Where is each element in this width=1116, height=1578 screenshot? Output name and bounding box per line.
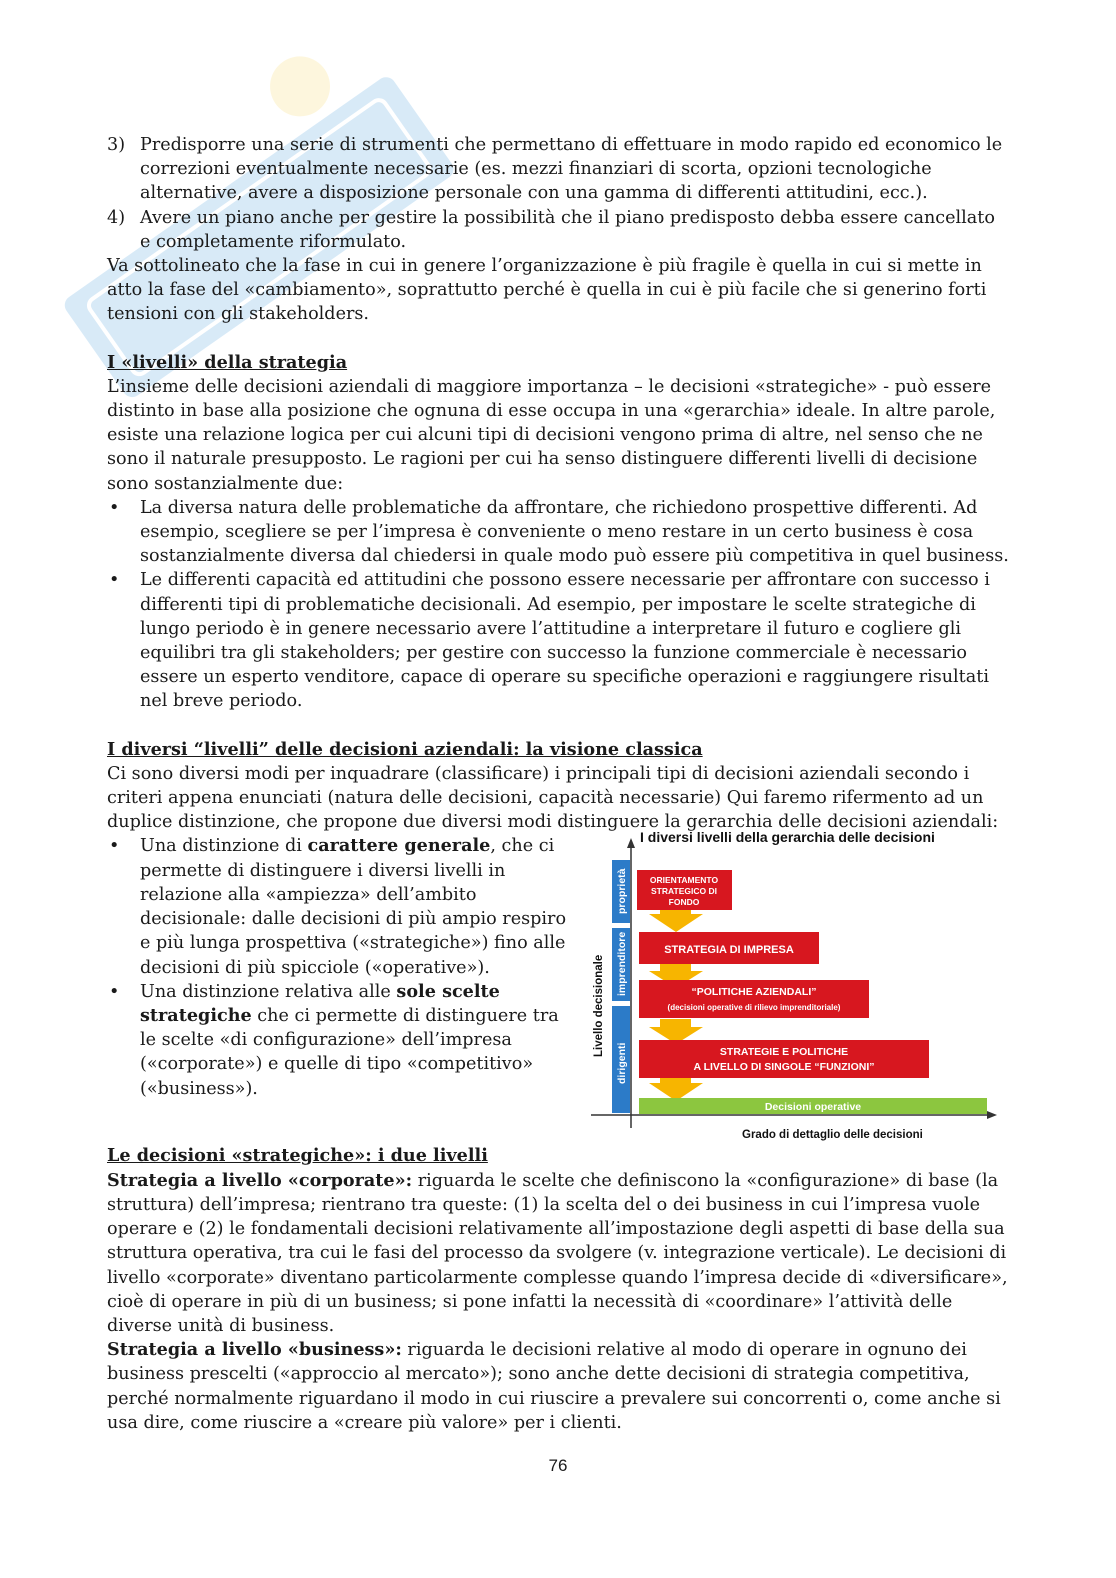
svg-text:ORIENTAMENTO: ORIENTAMENTO [649, 875, 719, 886]
y-axis-label: Livello decisionale [593, 955, 605, 1058]
svg-text:STRATEGICO DI: STRATEGICO DI [651, 886, 717, 897]
side-label-proprieta: proprietà [616, 868, 628, 915]
svg-text:STRATEGIA DI IMPRESA: STRATEGIA DI IMPRESA [664, 944, 794, 957]
paragraph-corporate: Strategia a livello «corporate»: riguarda le scelte che definiscono la «configurazione» di base (la struttura) dell’impresa; rientrano tra queste: (1) la scelta del o dei business in cui l’impresa vuole operare e (2) le fondamentali decisioni relativamente all’impostazione degli aspetti di base della sua struttura operativa, tra cui le fasi del processo da svolgere (v. integrazione verticale). Le decisioni di livello «corporate» diventano particolarmente complesse quando l’impresa decide di «diversificare», cioè di operare in più di un business; si pone infatti la necessità di «coordinare» l’attività delle diverse unità di business. [107, 1169, 1008, 1336]
list-item: • Le differenti capacità ed attitudini che possono essere necessarie per affrontare con successo i differenti tipi di problematiche decisionali. Ad esempio, per impostare le scelte strategiche di lungo periodo è in genere necessario avere l’attitudine a interpretare il futuro e cogliere gli equilibri tra gli stakeholders; per gestire con successo la funzione commerciale è necessario essere un esperto venditore, capace di operare su specifiche operazioni e raggiungere risultati nel breve periodo. [107, 568, 1009, 713]
x-axis-arrowhead [987, 1111, 997, 1119]
side-label-dirigenti: dirigenti [616, 1043, 628, 1085]
paragraph-business: Strategia a livello «business»: riguarda le decisioni relative al modo di operare in ognuno dei business prescelti («approccio al mercato»); sono anche dette decisioni di strategia competitiva, perché normalmente riguardano il modo in cui riuscire a prevalere sui concorrenti o, come anche si usa dire, come riuscire a «creare più valore» per i clienti. [107, 1339, 1001, 1433]
heading-livelli-strategia: I «livelli» della strategia [107, 351, 348, 373]
figure-title: I diversi livelli della gerarchia delle decisioni [640, 829, 935, 846]
list-item: 3) Predisporre una serie di strumenti che permettano di effettuare in modo rapido ed economico le correzioni eventualmente necessarie (es. mezzi finanziari di scorta, opzioni tecnologiche alternative, avere a disposizione personale con una gamma di differenti attitudini, ecc.). [107, 135, 1003, 204]
list-item: 4) Avere un piano anche per gestire la possibilità che il piano predisposto debba essere cancellato e completamente riformulato. [107, 207, 995, 252]
paragraph-intro-livelli: L’insieme delle decisioni aziendali di maggiore importanza – le decisioni «strategiche» - può essere distinto in base alla posizione che ognuna di esse occupa in una «gerarchia» ideale. In altre parole, esiste una relazione logica per cui alcuni tipi di decisioni vengono prima di altre, nel senso che ne sono il naturale presupposto. Le ragioni per cui ha senso distinguere differenti livelli di decisione sono sostanzialmente due: [107, 376, 996, 494]
y-axis-arrowhead [627, 838, 635, 848]
svg-text:(decisioni operative di riliev: (decisioni operative di rilievo imprenditoriale) [667, 1003, 841, 1013]
down-arrow [649, 1075, 703, 1101]
side-label-imprenditore: imprenditore [616, 932, 628, 997]
list-item: • La diversa natura delle problematiche da affrontare, che richiedono prospettive differenti. Ad esempio, scegliere se per l’impresa è conveniente o meno restare in un certo business è cosa sostanzialmente diversa dal chiedersi in quale modo può essere più competitiva in quel business. [107, 496, 1009, 569]
paragraph-fragile: Va sottolineato che la fase in cui in genere l’organizzazione è più fragile è quella in cui si mette in atto la fase del «cambiamento», soprattutto perché è quella in cui è più facile che si generino forti tensioni con gli stakeholders. [107, 256, 987, 325]
down-arrow [649, 908, 703, 932]
svg-text:“POLITICHE AZIENDALI”: “POLITICHE AZIENDALI” [691, 986, 817, 999]
page-number: 76 [548, 1456, 568, 1475]
hierarchy-diagram [587, 822, 1007, 1142]
bullets-with-figure [107, 829, 1009, 1142]
svg-text:A LIVELLO DI SINGOLE “FUNZIONI: A LIVELLO DI SINGOLE “FUNZIONI” [693, 1061, 875, 1074]
bullet-icon: • [109, 836, 120, 857]
svg-text:STRATEGIE E POLITICHE: STRATEGIE E POLITICHE [719, 1046, 849, 1059]
main-content [107, 133, 1009, 1435]
figure-side-bullets [107, 834, 577, 1100]
heading-visione-classica: I diversi “livelli” delle decisioni aziendali: la visione classica [107, 738, 703, 760]
bullet-icon: • [109, 497, 120, 518]
hierarchy-figure [587, 822, 1007, 1142]
bullet-icon: • [109, 570, 120, 591]
list-item: • Una distinzione relativa alle sole scelte strategiche che ci permette di distinguere tra le scelte «di configurazione» dell’impresa («corporate») e quelle di tipo «competitivo» («business»). [107, 980, 577, 1101]
heading-due-livelli: Le decisioni «strategiche»: i due livelli [107, 1145, 488, 1167]
paragraph-intro-visione: Ci sono diversi modi per inquadrare (classificare) i principali tipi di decisioni aziendali secondo i criteri appena enunciati (natura delle decisioni, capacità necessarie) Qui faremo rifermento ad un duplice distinzione, che propone due diversi modi distinguere la gerarchia delle decisioni aziendali: [107, 763, 999, 833]
bullet-icon: • [109, 981, 120, 1002]
x-axis-label: Grado di dettaglio delle decisioni [742, 1129, 923, 1142]
list-item: • Una distinzione di carattere generale, che ci permette di distinguere i diversi livelli in relazione alla «ampiezza» dell’ambito decisionale: dalle decisioni di più ampio respiro e più lunga prospettiva («strategiche») fino alle decisioni di più spicciole («operative»). [107, 834, 577, 979]
svg-text:Decisioni operative: Decisioni operative [764, 1101, 862, 1114]
svg-text:FONDO: FONDO [668, 897, 700, 908]
